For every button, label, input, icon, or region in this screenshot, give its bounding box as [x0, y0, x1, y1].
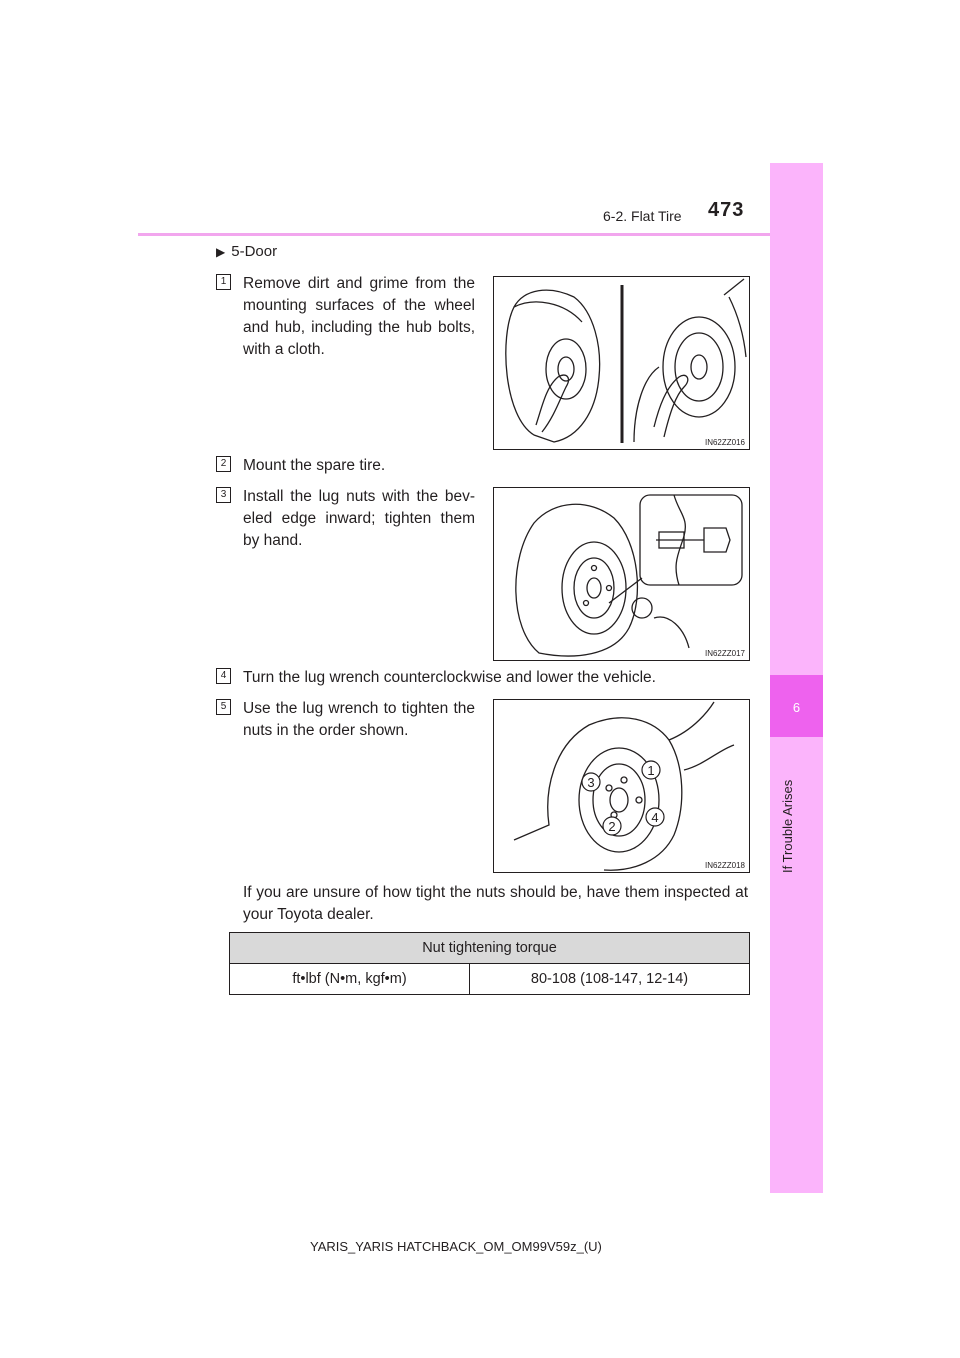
triangle-bullet-icon: ▶	[216, 245, 226, 259]
section-title: 6-2. Flat Tire	[603, 208, 682, 224]
figure-tightening-order	[493, 699, 750, 873]
step-number: 4	[216, 668, 231, 684]
step-text: Install the lug nuts with the bev-eled edge inward; tighten them by hand.	[243, 488, 475, 549]
figure-clean-hub	[493, 276, 750, 450]
chapter-number: 6	[792, 700, 801, 715]
chapter-title-wrap	[770, 745, 823, 875]
subheading-text: 5-Door	[231, 243, 278, 260]
note-text: If you are unsure of how tight the nuts should be, have them inspected at your Toyota dealer.	[243, 884, 748, 923]
order-number-4: 4	[651, 810, 659, 825]
figure-install-nuts	[493, 487, 750, 661]
step-number: 2	[216, 456, 231, 472]
chapter-title: If Trouble Arises	[780, 779, 795, 873]
step-text: Use the lug wrench to tighten the nuts in the order shown.	[243, 700, 475, 739]
step-number: 1	[216, 274, 231, 290]
order-number-2: 2	[608, 819, 616, 834]
figure-code: IN62ZZ016	[704, 438, 745, 447]
step-number: 5	[216, 699, 231, 715]
step-number: 3	[216, 487, 231, 503]
step-text: Mount the spare tire.	[243, 457, 386, 474]
step-text: Turn the lug wrench counterclockwise and lower the vehicle.	[243, 669, 656, 686]
step-text: Remove dirt and grime from the mounting surfaces of the wheel and hub, including the hub bolts, with a cloth.	[243, 275, 475, 358]
order-number-1: 1	[647, 763, 655, 778]
figure-code: IN62ZZ018	[704, 861, 745, 870]
order-number-3: 3	[587, 775, 595, 790]
subheading	[216, 243, 277, 260]
clean-hub-illustration	[494, 277, 749, 449]
torque-unit-cell: ft•lbf (N•m, kgf•m)	[230, 964, 470, 995]
figure-code: IN62ZZ017	[704, 649, 745, 658]
torque-table-header: Nut tightening torque	[230, 933, 750, 964]
header-divider	[138, 233, 822, 236]
torque-table	[229, 932, 750, 995]
document-footer: YARIS_YARIS HATCHBACK_OM_OM99V59z_(U)	[310, 1239, 602, 1254]
torque-value-cell: 80-108 (108-147, 12-14)	[470, 964, 750, 995]
tightening-order-illustration	[494, 700, 749, 872]
install-nuts-illustration	[494, 488, 749, 660]
page-number: 473	[708, 199, 745, 221]
